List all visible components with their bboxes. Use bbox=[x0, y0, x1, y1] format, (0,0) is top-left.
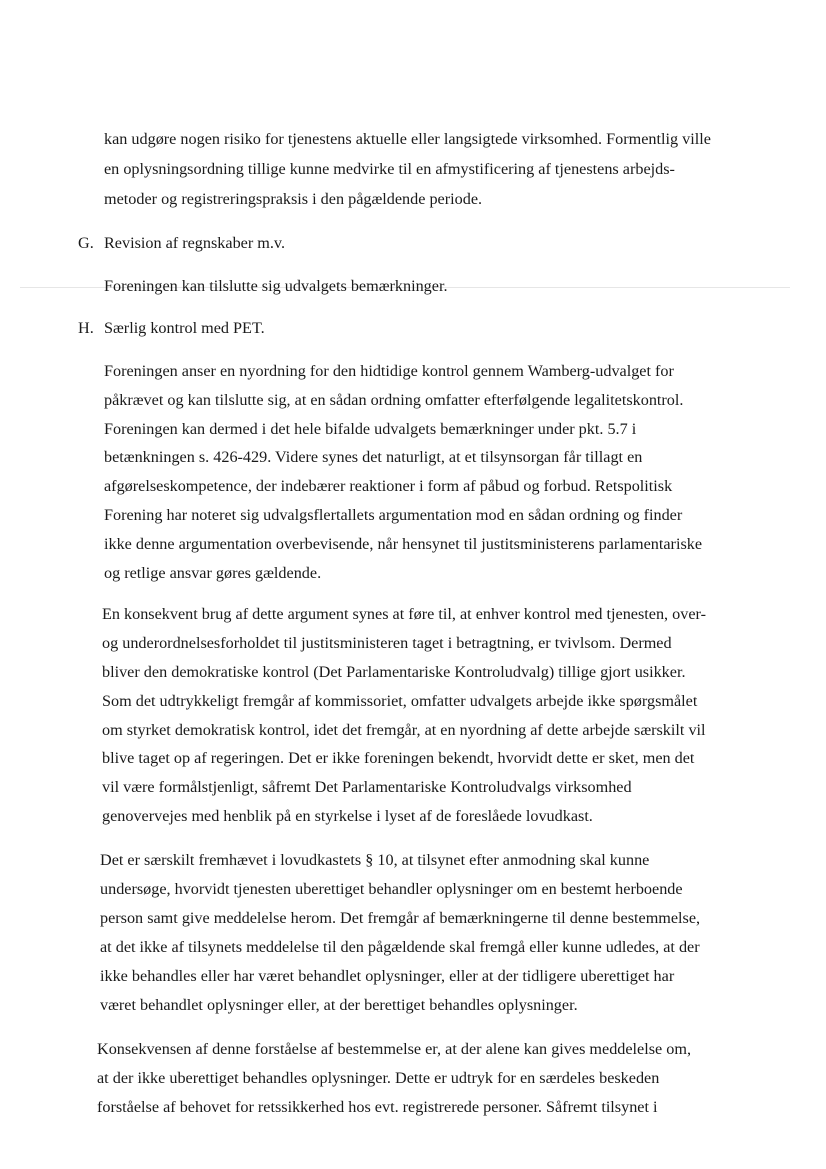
section-h-body-line-7: ikke denne argumentation overbevisende, når hensynet til justitsministerens parlamentariske bbox=[104, 535, 703, 553]
paragraph-5-line-3: bliver den demokratiske kontrol (Det Parlamentariske Kontroludvalg) tillige gjort usikker. bbox=[102, 663, 686, 681]
section-g-heading: Revision af regnskaber m.v. bbox=[104, 234, 286, 252]
section-h-body-line-2: påkrævet og kan tilslutte sig, at en sådan ordning omfatter efterfølgende legalitetskontrol. bbox=[104, 391, 684, 409]
section-h-marker: H. bbox=[78, 319, 94, 337]
section-h-body-line-5: afgørelseskompetence, der indebærer reaktioner i form af påbud og forbud. Retspolitisk bbox=[104, 477, 673, 495]
paragraph-5-line-2: og underordnelsesforholdet til justitsministeren taget i betragtning, er tvivlsom. Dermed bbox=[102, 634, 672, 652]
section-h-body-line-8: og retlige ansvar gøres gældende. bbox=[104, 564, 322, 582]
paragraph-5-line-4: Som det udtrykkeligt fremgår af kommissoriet, omfatter udvalgets arbejde ikke spørgsmålet bbox=[102, 692, 698, 710]
section-g-body: Foreningen kan tilslutte sig udvalgets bemærkninger. bbox=[104, 277, 448, 295]
paragraph-5-line-6: blive taget op af regeringen. Det er ikke foreningen bekendt, hvorvidt dette er sket, men det bbox=[102, 749, 695, 767]
paragraph-6-line-4: at det ikke af tilsynets meddelelse til den pågældende skal fremgå eller kunne udledes, at der bbox=[100, 938, 700, 956]
paragraph-5-line-7: vil være formålstjenligt, såfremt Det Parlamentariske Kontroludvalgs virksomhed bbox=[102, 778, 632, 796]
section-h-body-line-6: Forening har noteret sig udvalgsflertallets argumentation mod en sådan ordning og finder bbox=[104, 506, 683, 524]
paragraph-6-line-3: person samt give meddelelse herom. Det fremgår af bemærkningerne til denne bestemmelse, bbox=[100, 909, 701, 927]
paragraph-7-line-3: forståelse af behovet for retssikkerhed hos evt. registrerede personer. Såfremt tilsynet i bbox=[97, 1098, 658, 1116]
paragraph-1-line-1: kan udgøre nogen risiko for tjenestens aktuelle eller langsigtede virksomhed. Formentlig ville bbox=[104, 130, 711, 148]
paragraph-6-line-5: ikke behandles eller har været behandlet oplysninger, eller at der tidligere uberettiget har bbox=[100, 967, 675, 985]
paragraph-6-line-1: Det er særskilt fremhævet i lovudkastets § 10, at tilsynet efter anmodning skal kunne bbox=[100, 851, 650, 869]
section-h-body-line-4: betænkningen s. 426-429. Videre synes det naturligt, at et tilsynsorgan får tillagt en bbox=[104, 448, 643, 466]
paragraph-1-line-2: en oplysningsordning tillige kunne medvirke til en afmystificering af tjenestens arbejds- bbox=[104, 160, 675, 178]
paragraph-5-line-1: En konsekvent brug af dette argument synes at føre til, at enhver kontrol med tjenesten, over- bbox=[102, 605, 706, 623]
section-h-body-line-3: Foreningen kan dermed i det hele bifalde udvalgets bemærkninger under pkt. 5.7 i bbox=[104, 420, 637, 438]
section-g-marker: G. bbox=[78, 234, 94, 252]
paragraph-6-line-6: været behandlet oplysninger eller, at der berettiget behandles oplysninger. bbox=[100, 996, 578, 1014]
section-h-heading: Særlig kontrol med PET. bbox=[104, 319, 265, 337]
paragraph-5-line-5: om styrket demokratisk kontrol, idet det fremgår, at en nyordning af dette arbejde særskilt vil bbox=[102, 721, 706, 739]
paragraph-5-line-8: genovervejes med henblik på en styrkelse i lyset af de foreslåede lovudkast. bbox=[102, 807, 593, 825]
paragraph-1-line-3: metoder og registreringspraksis i den pågældende periode. bbox=[104, 190, 483, 208]
section-h-body-line-1: Foreningen anser en nyordning for den hidtidige kontrol gennem Wamberg-udvalget for bbox=[104, 362, 674, 380]
paragraph-7-line-2: at der ikke uberettiget behandles oplysninger. Dette er udtryk for en særdeles beskeden bbox=[97, 1069, 660, 1087]
paragraph-6-line-2: undersøge, hvorvidt tjenesten uberettiget behandler oplysninger om en bestemt herboende bbox=[100, 880, 683, 898]
paragraph-7-line-1: Konsekvensen af denne forståelse af bestemmelse er, at der alene kan gives meddelelse om, bbox=[97, 1040, 692, 1058]
